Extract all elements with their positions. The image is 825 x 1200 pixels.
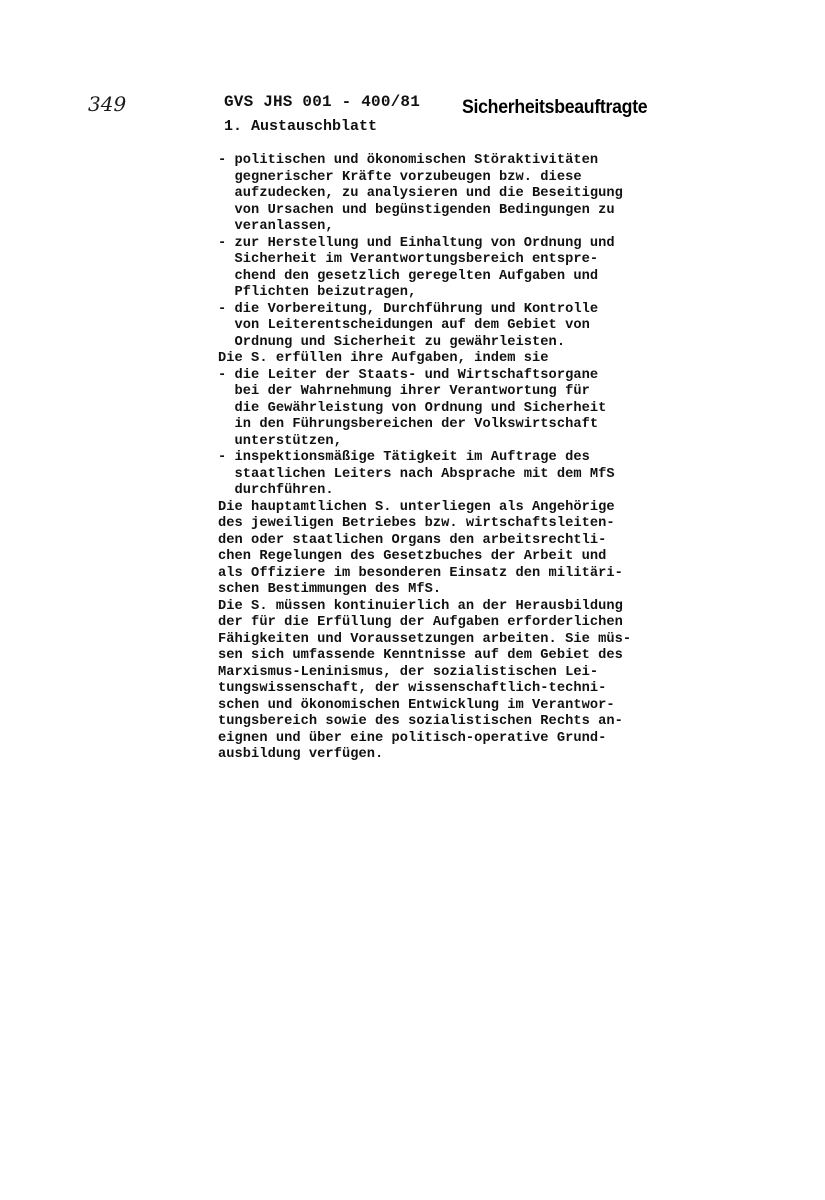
body-line: - politischen und ökonomischen Störaktivitäten xyxy=(218,153,599,168)
body-line: - die Leiter der Staats- und Wirtschaftsorgane xyxy=(218,367,599,383)
body-line: die Gewährleistung von Ordnung und Sicherheit xyxy=(218,400,607,416)
body-line: - inspektionsmäßige Tätigkeit im Auftrage des xyxy=(218,450,590,465)
body-line: von Leiterentscheidungen auf dem Gebiet von xyxy=(218,318,590,333)
body-line: tungswissenschaft, der wissenschaftlich-techni- xyxy=(218,681,607,696)
body-line: veranlassen, xyxy=(218,219,334,234)
body-line: schen Bestimmungen des MfS. xyxy=(218,582,442,597)
body-line: unterstützen, xyxy=(218,433,342,449)
body-line: Pflichten beizutragen, xyxy=(218,285,417,300)
body-line: Die S. müssen kontinuierlich an der Herausbildung xyxy=(218,598,623,614)
body-line: Sicherheit im Verantwortungsbereich entspre- xyxy=(218,252,599,267)
body-line: Marxismus-Leninismus, der sozialistischen Lei- xyxy=(218,664,599,680)
body-line: Ordnung und Sicherheit zu gewährleisten. xyxy=(218,334,566,350)
body-line: bei der Wahrnehmung ihrer Verantwortung für xyxy=(218,384,590,399)
body-line: aufzudecken, zu analysieren und die Beseitigung xyxy=(218,186,623,201)
body-line: von Ursachen und begünstigenden Bedingungen zu xyxy=(218,202,615,218)
body-line: chen Regelungen des Gesetzbuches der Arbeit und xyxy=(218,549,607,564)
body-line: als Offiziere im besonderen Einsatz den militäri- xyxy=(218,565,623,581)
entry-heading: Sicherheitsbeauftragte xyxy=(462,97,648,118)
body-line: staatlichen Leiters nach Absprache mit dem MfS xyxy=(218,466,615,482)
body-line: Fähigkeiten und Voraussetzungen arbeiten. Sie müs- xyxy=(218,631,632,647)
body-line: tungsbereich sowie des sozialistischen Rechts an- xyxy=(218,714,623,729)
body-line: des jeweiligen Betriebes bzw. wirtschaftsleiten- xyxy=(218,516,615,531)
body-line: - zur Herstellung und Einhaltung von Ordnung und xyxy=(218,235,615,251)
document-reference: GVS JHS 001 - 400/81 xyxy=(224,93,421,111)
body-line: Die S. erfüllen ihre Aufgaben, indem sie xyxy=(218,351,549,366)
body-line: chend den gesetzlich geregelten Aufgaben und xyxy=(218,268,599,284)
body-line: Die hauptamtlichen S. unterliegen als Angehörige xyxy=(218,499,615,515)
body-line: gegnerischer Kräfte vorzubeugen bzw. diese xyxy=(218,169,582,185)
page-number: 349 xyxy=(88,92,127,116)
body-line: sen sich umfassende Kenntnisse auf dem Gebiet des xyxy=(218,648,623,663)
body-line: durchführen. xyxy=(218,483,334,498)
body-line: den oder staatlichen Organs den arbeitsrechtli- xyxy=(218,532,607,548)
body-text xyxy=(218,153,698,764)
body-line: eignen und über eine politisch-operative Grund- xyxy=(218,730,607,746)
body-line: ausbildung verfügen. xyxy=(218,747,384,762)
body-line: der für die Erfüllung der Aufgaben erforderlichen xyxy=(218,615,623,630)
body-line: - die Vorbereitung, Durchführung und Kontrolle xyxy=(218,301,599,317)
body-line: in den Führungsbereichen der Volkswirtschaft xyxy=(218,417,599,432)
replacement-sheet-label: 1. Austauschblatt xyxy=(224,118,378,135)
body-line: schen und ökonomischen Entwicklung im Verantwor- xyxy=(218,697,615,713)
